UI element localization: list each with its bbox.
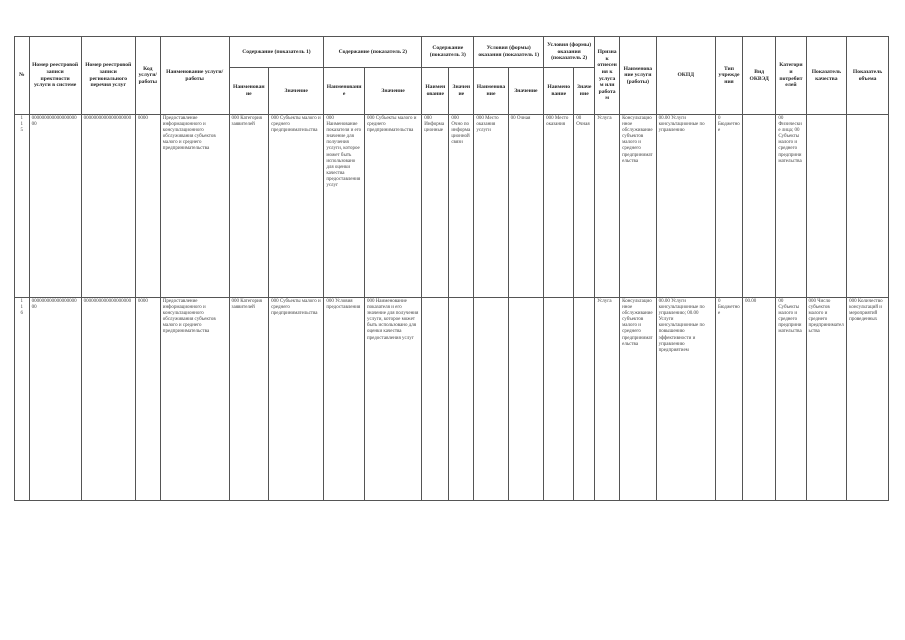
cell-code: 0000 bbox=[135, 298, 160, 501]
cell-okpd: 00.00 Услуги консультационные по управлению; 00.00 Услуги консультационные по повышению эффективности и управлению предприятием bbox=[656, 298, 715, 501]
cell-f2-value bbox=[574, 298, 595, 501]
cell-reg-no: 00000000000000000000 bbox=[29, 115, 81, 298]
col-header-volume: Показатель объема bbox=[847, 37, 889, 115]
cell-f2-name: 000 Место оказания bbox=[544, 115, 574, 298]
cell-c2-value: 000 Субъекты малого и среднего предпринимательства bbox=[364, 115, 421, 298]
cell-okved: 00.00 bbox=[743, 298, 776, 501]
sub-header-c1-name: Наименование bbox=[229, 68, 269, 115]
sub-header-f2-value: Значение bbox=[574, 68, 595, 115]
cell-c2-name: 000 Условия предоставления bbox=[324, 298, 365, 501]
col-header-consumers: Категории потребителей bbox=[776, 37, 806, 115]
cell-f1-value: 00 Очная bbox=[508, 115, 543, 298]
sub-header-c3-name: Наименование bbox=[422, 68, 449, 115]
col-header-content-3: Содержание (показатель 3) bbox=[422, 37, 474, 68]
registry-table bbox=[14, 36, 889, 501]
cell-sign: Услуга bbox=[595, 298, 620, 501]
cell-f1-name: 000 Место оказания услуги bbox=[474, 115, 508, 298]
col-header-form-2: Условия (формы) оказания (показатель 2) bbox=[544, 37, 595, 68]
sub-header-c2-name: Наименование bbox=[324, 68, 365, 115]
sub-header-c1-value: Значение bbox=[269, 68, 324, 115]
cell-c3-name bbox=[422, 298, 449, 501]
cell-c1-name: 000 Категория заявителей bbox=[229, 115, 269, 298]
table-row bbox=[15, 298, 889, 501]
sub-header-f1-name: Наименование bbox=[474, 68, 508, 115]
cell-c3-value bbox=[449, 298, 474, 501]
cell-consumers: 00 Субъекты малого и среднего предпринимательства bbox=[776, 298, 806, 501]
cell-okpd: 00.00 Услуги консультационные по управлению bbox=[656, 115, 715, 298]
cell-quality bbox=[806, 115, 847, 298]
col-header-content-2: Содержание (показатель 2) bbox=[324, 37, 422, 68]
cell-c1-name: 000 Категория заявителей bbox=[229, 298, 269, 501]
cell-reg-regional: 0000000000000000000 bbox=[81, 298, 135, 501]
table-row bbox=[15, 115, 889, 298]
cell-sign: Услуга bbox=[595, 115, 620, 298]
cell-c1-value: 000 Субъекты малого и среднего предпринимательства bbox=[269, 298, 324, 501]
cell-reg-no: 00000000000000000000 bbox=[29, 298, 81, 501]
cell-f2-name bbox=[544, 298, 574, 501]
header-row-top bbox=[15, 37, 889, 68]
col-header-content-1: Содержание (показатель 1) bbox=[229, 37, 324, 68]
cell-no: 1 1 6 bbox=[15, 298, 30, 501]
cell-c3-name: 000 Информационные bbox=[422, 115, 449, 298]
cell-service-name: Консультационное обслуживание субъектов малого и среднего предпринимательства bbox=[620, 298, 656, 501]
col-header-form-1: Условия (формы) оказания (показатель 1) bbox=[474, 37, 544, 68]
col-header-sign: Признак отнесения к услугам или работам bbox=[595, 37, 620, 115]
cell-c1-value: 000 Субъекты малого и среднего предпринимательства bbox=[269, 115, 324, 298]
col-header-okpd: ОКПД bbox=[656, 37, 715, 115]
sub-header-c3-value: Значение bbox=[449, 68, 474, 115]
col-header-reg-no: Номер реестровой записи пректности услуги в системе bbox=[29, 37, 81, 115]
col-header-inst-type: Тип учреждения bbox=[715, 37, 742, 115]
col-header-no: № bbox=[15, 37, 30, 115]
cell-c2-name: 000 Наименование показателя и его значение для получения услуги, которое может быть использовано для оценки качества предоставления услуг bbox=[324, 115, 365, 298]
col-header-okved: Вид ОКВЭД bbox=[743, 37, 776, 115]
cell-service-name: Консультационное обслуживание субъектов малого и среднего предпринимательства bbox=[620, 115, 656, 298]
cell-inst-type: 0 Бюджетное bbox=[715, 298, 742, 501]
cell-f1-value bbox=[508, 298, 543, 501]
sub-header-f1-value: Значение bbox=[508, 68, 543, 115]
col-header-service-name: Наименование услуги (работы) bbox=[620, 37, 656, 115]
cell-c2-value: 000 Наименование показателя и его значение для получения услуги, которое может быть использовано для оценки качества предоставления услуг bbox=[364, 298, 421, 501]
cell-volume: 000 Количество консультаций и мероприятий проведенных bbox=[847, 298, 889, 501]
cell-volume bbox=[847, 115, 889, 298]
cell-c3-value: 000 Очно по информационной связи bbox=[449, 115, 474, 298]
col-header-quality: Показатель качества bbox=[806, 37, 847, 115]
cell-name: Предоставление информационного и консультационного обслуживания субъектов малого и среднего предпринимательства bbox=[160, 115, 229, 298]
col-header-name: Наименование услуги/работы bbox=[160, 37, 229, 115]
cell-reg-regional: 0000000000000000000 bbox=[81, 115, 135, 298]
cell-code: 0000 bbox=[135, 115, 160, 298]
col-header-reg-regional: Номер реестровой записи регионального перечня услуг bbox=[81, 37, 135, 115]
sub-header-f2-name: Наименование bbox=[544, 68, 574, 115]
cell-f2-value: 00 Очная bbox=[574, 115, 595, 298]
cell-no: 1 1 5 bbox=[15, 115, 30, 298]
cell-name: Предоставление информационного и консультационного обслуживания субъектов малого и среднего предпринимательства bbox=[160, 298, 229, 501]
cell-quality: 000 Число субъектов малого и среднего предпринимательства bbox=[806, 298, 847, 501]
cell-f1-name bbox=[474, 298, 508, 501]
cell-inst-type: 0 Бюджетное bbox=[715, 115, 742, 298]
cell-consumers: 00 Физические лица; 00 Субъекты малого и среднего предпринимательства bbox=[776, 115, 806, 298]
cell-okved bbox=[743, 115, 776, 298]
col-header-code: Код услуги/работы bbox=[135, 37, 160, 115]
sub-header-c2-value: Значение bbox=[364, 68, 421, 115]
